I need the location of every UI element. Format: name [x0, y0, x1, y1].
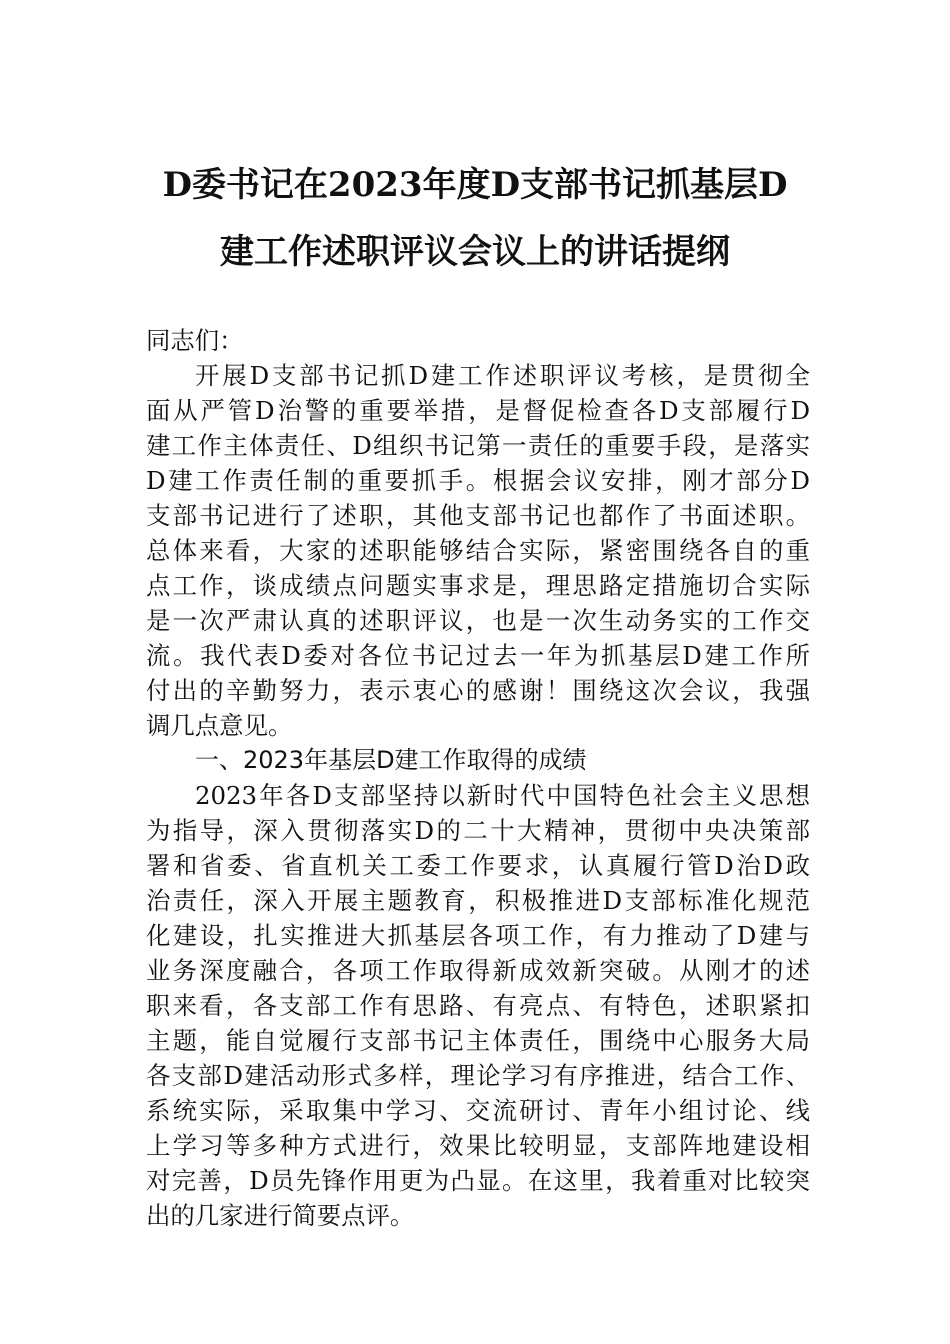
paragraph-2-line: 为指导，深入贯彻落实D的二十大精神，贯彻中央决策部	[146, 816, 810, 845]
paragraph-1-line: 开展D支部书记抓D建工作述职评议考核，是贯彻全	[195, 361, 810, 390]
paragraph-2-line: 业务深度融合，各项工作取得新成效新突破。从刚才的述	[146, 956, 810, 985]
paragraph-2-line: 职来看，各支部工作有思路、有亮点、有特色，述职紧扣	[146, 991, 810, 1020]
paragraph-1-line: 流。我代表D委对各位书记过去一年为抓基层D建工作所	[146, 641, 810, 670]
paragraph-1-line: D建工作责任制的重要抓手。根据会议安排，刚才部分D	[146, 466, 810, 495]
paragraph-1-line: 是一次严肃认真的述职评议，也是一次生动务实的工作交	[146, 606, 810, 635]
document-body	[146, 323, 810, 1233]
section-1-heading: 一、2023年基层D建工作取得的成绩	[195, 746, 587, 774]
paragraph-1-line: 支部书记进行了述职，其他支部书记也都作了书面述职。	[146, 501, 810, 530]
paragraph-2-line: 上学习等多种方式进行，效果比较明显，支部阵地建设相	[146, 1131, 810, 1160]
paragraph-2-line: 化建设，扎实推进大抓基层各项工作，有力推动了D建与	[146, 921, 810, 950]
salutation: 同志们：	[146, 326, 244, 355]
paragraph-1-line: 面从严管D治警的重要举措，是督促检查各D支部履行D	[146, 396, 810, 425]
paragraph-1-line: 总体来看，大家的述职能够结合实际，紧密围绕各自的重	[146, 536, 810, 565]
paragraph-1-line: 调几点意见。	[146, 711, 293, 740]
document-title-line-1: D委书记在2023年度D支部书记抓基层D	[162, 165, 788, 205]
paragraph-2-line: 署和省委、省直机关工委工作要求，认真履行管D治D政	[146, 851, 810, 880]
paragraph-2-line: 各支部D建活动形式多样，理论学习有序推进，结合工作、	[146, 1061, 810, 1090]
paragraph-2-line: 对完善，D员先锋作用更为凸显。在这里，我着重对比较突	[146, 1166, 810, 1195]
paragraph-2-line: 出的几家进行简要点评。	[146, 1201, 415, 1230]
paragraph-2	[146, 778, 810, 1233]
paragraph-1	[146, 358, 810, 743]
paragraph-2-line: 系统实际，采取集中学习、交流研讨、青年小组讨论、线	[146, 1096, 810, 1125]
paragraph-2-line: 2023年各D支部坚持以新时代中国特色社会主义思想	[195, 781, 810, 810]
document-title-line-2: 建工作述职评议会议上的讲话提纲	[220, 232, 730, 272]
paragraph-2-line: 主题，能自觉履行支部书记主体责任，围绕中心服务大局	[146, 1026, 810, 1055]
paragraph-1-line: 付出的辛勤努力，表示衷心的感谢！围绕这次会议，我强	[146, 676, 810, 705]
paragraph-2-line: 治责任，深入开展主题教育，积极推进D支部标准化规范	[146, 886, 810, 915]
paragraph-1-line: 点工作，谈成绩点问题实事求是，理思路定措施切合实际	[146, 571, 810, 600]
paragraph-1-line: 建工作主体责任、D组织书记第一责任的重要手段，是落实	[146, 431, 810, 460]
